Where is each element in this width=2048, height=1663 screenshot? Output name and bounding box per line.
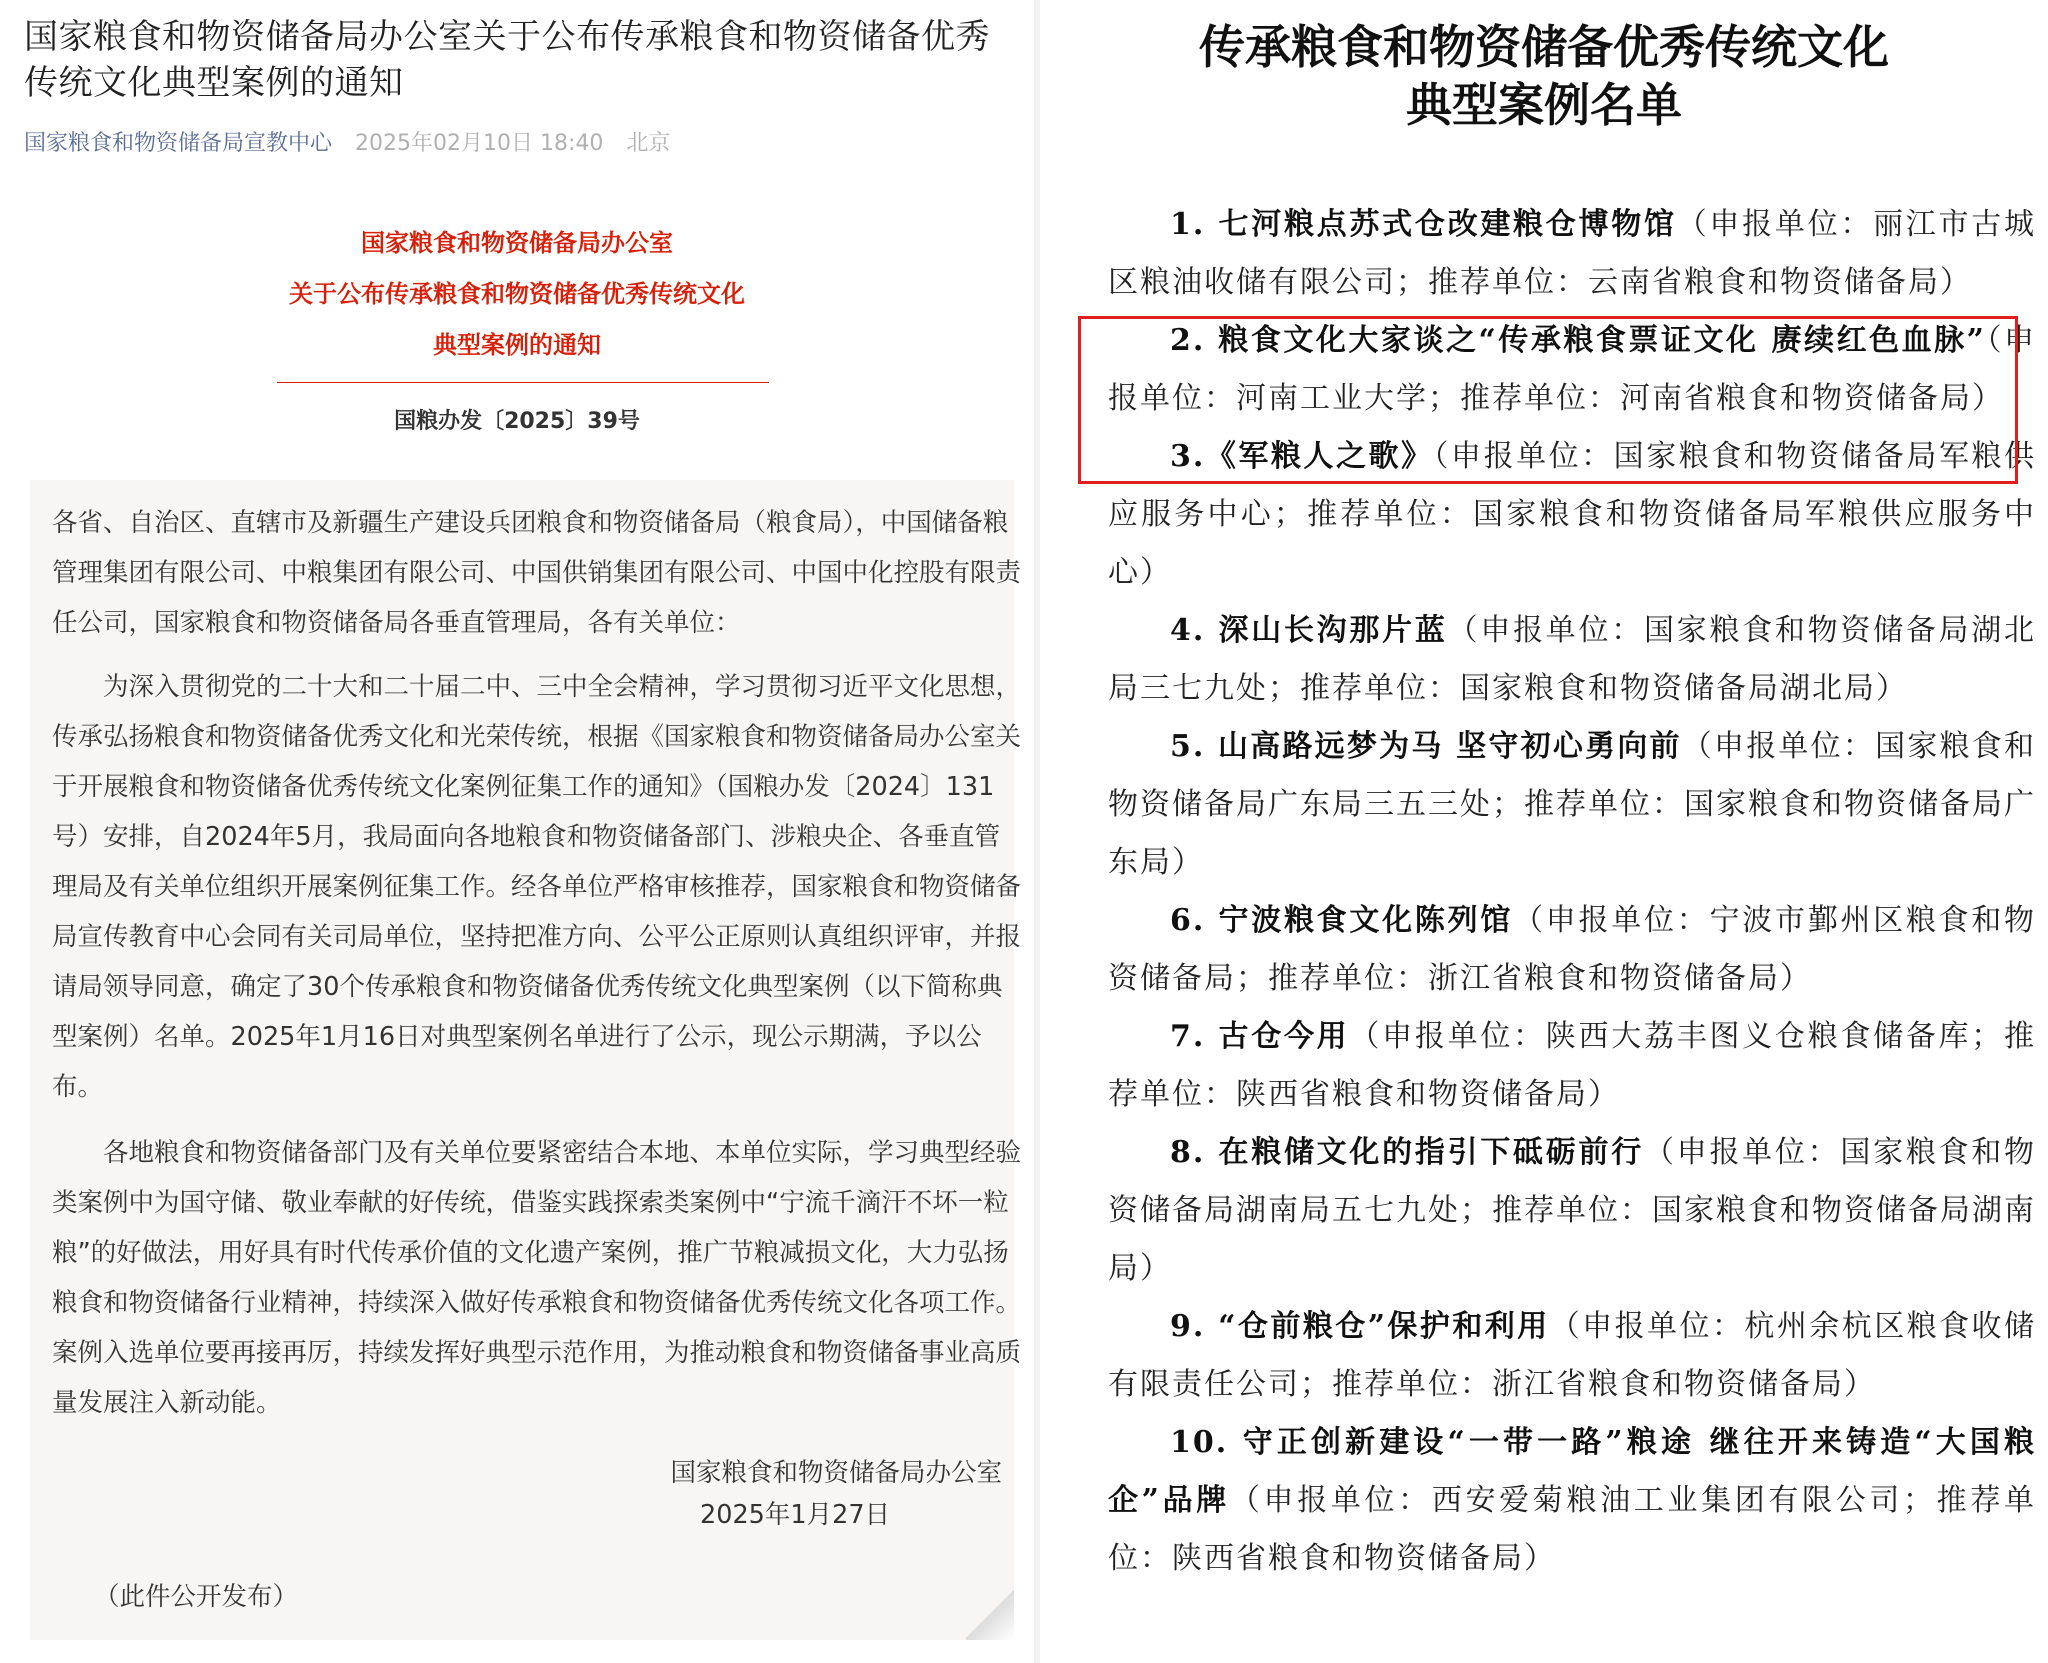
header-line-3: 典型案例的通知 [433,331,601,359]
list-item [1108,1414,2036,1588]
article-title: 国家粮食和物资储备局办公室关于公布传承粮食和物资储备优秀传统文化典型案例的通知 [24,17,990,103]
list-item [1108,602,2036,718]
letter-paragraph-1: 为深入贯彻党的二十大和二十届二中、三中全会精神，学习贯彻习近平文化思想，传承弘扬粮食和物资储备优秀文化和光荣传统，根据《国家粮食和物资储备局办公室关于开展粮食和物资储备优秀传统文化案例征集工作的通知》（国粮办发〔2024〕131号）安排，自2024年5月，我局面向各地粮食和物资储备部门、涉粮央企、各垂直管理局及有关单位组织开展案例征集工作。经各单位严格审核推荐，国家粮食和物资储备局宣传教育中心会同有关司局单位，坚持把准方向、公平公正原则认真组织评审，并报请局领导同意，确定了30个传承粮食和物资储备优秀传统文化典型案例（以下简称典型案例）名单。2025年1月16日对典型案例名单进行了公示，现公示期满，予以公布。 [52,672,1022,1102]
list-item [1108,718,2036,892]
case-detail: （申报单位：国家粮食和物资储备局军粮供应服务中心；推荐单位：国家粮食和物资储备局军粮供应服务中心） [1108,439,2036,590]
letter-date: 2025年1月27日 [700,1500,891,1530]
case-name: 9. “仓前粮仓”保护和利用 [1170,1309,1550,1344]
letter-body [30,480,1022,1640]
case-name: 2. 粮食文化大家谈之“传承粮食票证文化 赓续红色血脉” [1170,323,1986,358]
case-name: 10. 守正创新建设“一带一路”粮途 继往开来铸造“大国粮企”品牌 [1108,1425,2036,1518]
article-location: 北京 [626,131,671,156]
case-list-title [1040,18,2048,134]
article-source-link[interactable]: 国家粮食和物资储备局宣教中心 [24,131,333,156]
case-name: 6. 宁波粮食文化陈列馆 [1170,903,1514,938]
list-item [1108,196,2036,312]
case-detail: （申报单位：杭州余杭区粮食收储有限责任公司；推荐单位：浙江省粮食和物资储备局） [1108,1309,2036,1402]
header-line-1: 国家粮食和物资储备局办公室 [361,229,673,257]
article-meta [24,126,686,157]
case-list-panel [1040,0,2048,1663]
case-detail: （申报单位：宁波市鄞州区粮食和物资储备局；推荐单位：浙江省粮食和物资储备局） [1108,903,2037,996]
case-detail: （申报单位：西安爱菊粮油工业集团有限公司；推荐单位：陕西省粮食和物资储备局） [1108,1483,2036,1576]
case-detail: （申报单位：国家粮食和物资储备局湖北局三七九处；推荐单位：国家粮食和物资储备局湖北局） [1108,613,2037,706]
letter-signature: 国家粮食和物资储备局办公室 [670,1458,1002,1488]
page-curl [966,1588,1014,1640]
case-detail: （申报单位：国家粮食和物资储备局广东局三五三处；推荐单位：国家粮食和物资储备局广东局） [1108,729,2036,880]
list-item [1108,1298,2036,1414]
case-detail: （申报单位：河南工业大学；推荐单位：河南省粮食和物资储备局） [1108,323,2037,416]
case-name: 4. 深山长沟那片蓝 [1170,613,1448,648]
highlight-box [1078,316,2018,484]
case-detail: （申报单位：丽江市古城区粮油收储有限公司；推荐单位：云南省粮食和物资储备局） [1108,207,2036,300]
case-name: 7. 古仓今用 [1170,1019,1350,1054]
letter-note: （此件公开发布） [94,1582,299,1612]
list-item [1108,1008,2036,1124]
header-line-2: 关于公布传承粮食和物资储备优秀传统文化 [289,280,745,308]
header-rule [277,382,769,383]
document-header [0,218,1034,371]
case-name: 5. 山高路远梦为马 坚守初心勇向前 [1170,729,1682,764]
case-detail: （申报单位：陕西大荔丰图义仓粮食储备库；推荐单位：陕西省粮食和物资储备局） [1108,1019,2037,1112]
case-detail: （申报单位：国家粮食和物资储备局湖南局五七九处；推荐单位：国家粮食和物资储备局湖南局） [1108,1135,2037,1286]
case-name: 8. 在粮储文化的指引下砥砺前行 [1170,1135,1644,1170]
document-number: 国粮办发〔2025〕39号 [394,409,640,434]
letter-paragraph-2: 各地粮食和物资储备部门及有关单位要紧密结合本地、本单位实际，学习典型经验类案例中为国守储、敬业奉献的好传统，借鉴实践探索类案例中“宁流千滴汗不坏一粒粮”的好做法，用好具有时代传承价值的文化遗产案例，推广节粮减损文化，大力弘扬粮食和物资储备行业精神，持续深入做好传承粮食和物资储备优秀传统文化各项工作。案例入选单位要再接再厉，持续发挥好典型示范作用，为推动粮食和物资储备事业高质量发展注入新动能。 [52,1138,1022,1418]
case-list-title-line-2: 典型案例名单 [1406,78,1682,132]
list-item [1108,1124,2036,1298]
list-item [1108,892,2036,1008]
case-name: 1. 七河粮点苏式仓改建粮仓博物馆 [1170,207,1677,242]
case-name: 3.《军粮人之歌》 [1170,439,1434,474]
case-list-title-line-1: 传承粮食和物资储备优秀传统文化 [1199,20,1889,74]
letter-recipients: 各省、自治区、直辖市及新疆生产建设兵团粮食和物资储备局（粮食局），中国储备粮管理集团有限公司、中粮集团有限公司、中国供销集团有限公司、中国中化控股有限责任公司，国家粮食和物资储备局各垂直管理局，各有关单位： [52,508,1022,638]
article-datetime: 2025年02月10日 18:40 [355,131,604,156]
